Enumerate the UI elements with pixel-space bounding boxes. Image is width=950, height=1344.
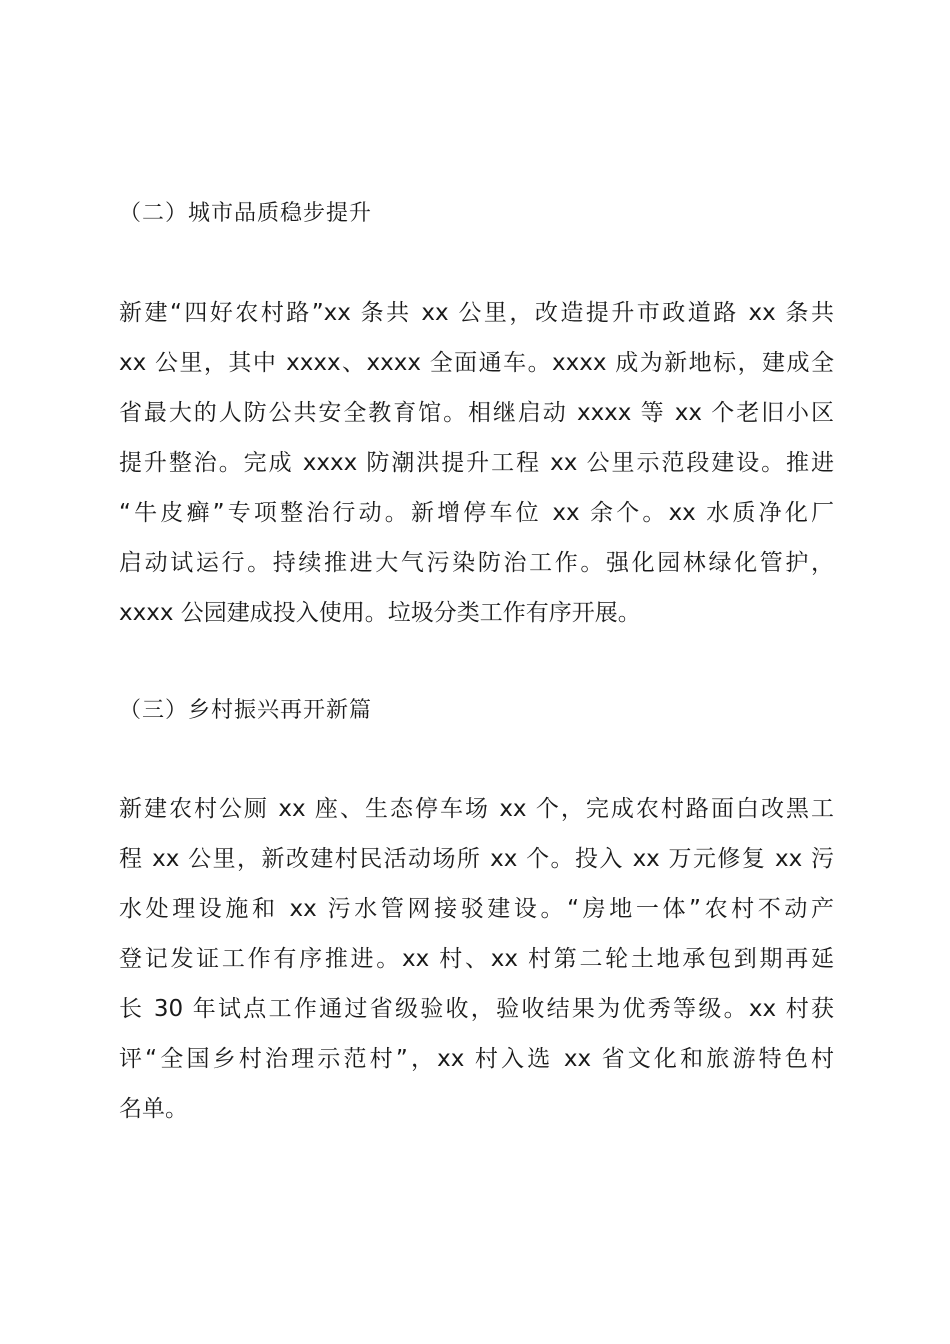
paragraph-line: 省最大的人防公共安全教育馆。相继启动 xxxx 等 xx 个老旧小区 bbox=[119, 400, 834, 426]
paragraph-line: 启动试运行。持续推进大气污染防治工作。强化园林绿化管护， bbox=[119, 550, 834, 576]
paragraph-line: 提升整治。完成 xxxx 防潮洪提升工程 xx 公里示范段建设。推进 bbox=[119, 450, 834, 476]
paragraph-line: 长 30 年试点工作通过省级验收，验收结果为优秀等级。xx 村获 bbox=[119, 996, 834, 1022]
paragraph-line: 新建农村公厕 xx 座、生态停车场 xx 个，完成农村路面白改黑工 bbox=[119, 796, 834, 822]
paragraph-line: 程 xx 公里，新改建村民活动场所 xx 个。投入 xx 万元修复 xx 污 bbox=[119, 846, 834, 872]
section-paragraph-rural-revitalization bbox=[119, 784, 834, 1134]
section-paragraph-urban-quality bbox=[119, 288, 834, 638]
paragraph-line: “牛皮癣”专项整治行动。新增停车位 xx 余个。xx 水质净化厂 bbox=[119, 500, 834, 526]
paragraph-line: 登记发证工作有序推进。xx 村、xx 村第二轮土地承包到期再延 bbox=[119, 946, 834, 972]
paragraph-line: xxxx 公园建成投入使用。垃圾分类工作有序开展。 bbox=[119, 600, 641, 626]
paragraph-line: 水处理设施和 xx 污水管网接驳建设。“房地一体”农村不动产 bbox=[119, 896, 834, 922]
paragraph-line: 新建“四好农村路”xx 条共 xx 公里，改造提升市政道路 xx 条共 bbox=[119, 300, 834, 326]
paragraph-line: xx 公里，其中 xxxx、xxxx 全面通车。xxxx 成为新地标，建成全 bbox=[119, 350, 834, 376]
paragraph-line: 名单。 bbox=[119, 1096, 188, 1122]
section-heading-urban-quality: （二）城市品质稳步提升 bbox=[119, 201, 373, 226]
paragraph-line: 评“全国乡村治理示范村”，xx 村入选 xx 省文化和旅游特色村 bbox=[119, 1046, 834, 1072]
section-heading-rural-revitalization: （三）乡村振兴再开新篇 bbox=[119, 698, 373, 723]
